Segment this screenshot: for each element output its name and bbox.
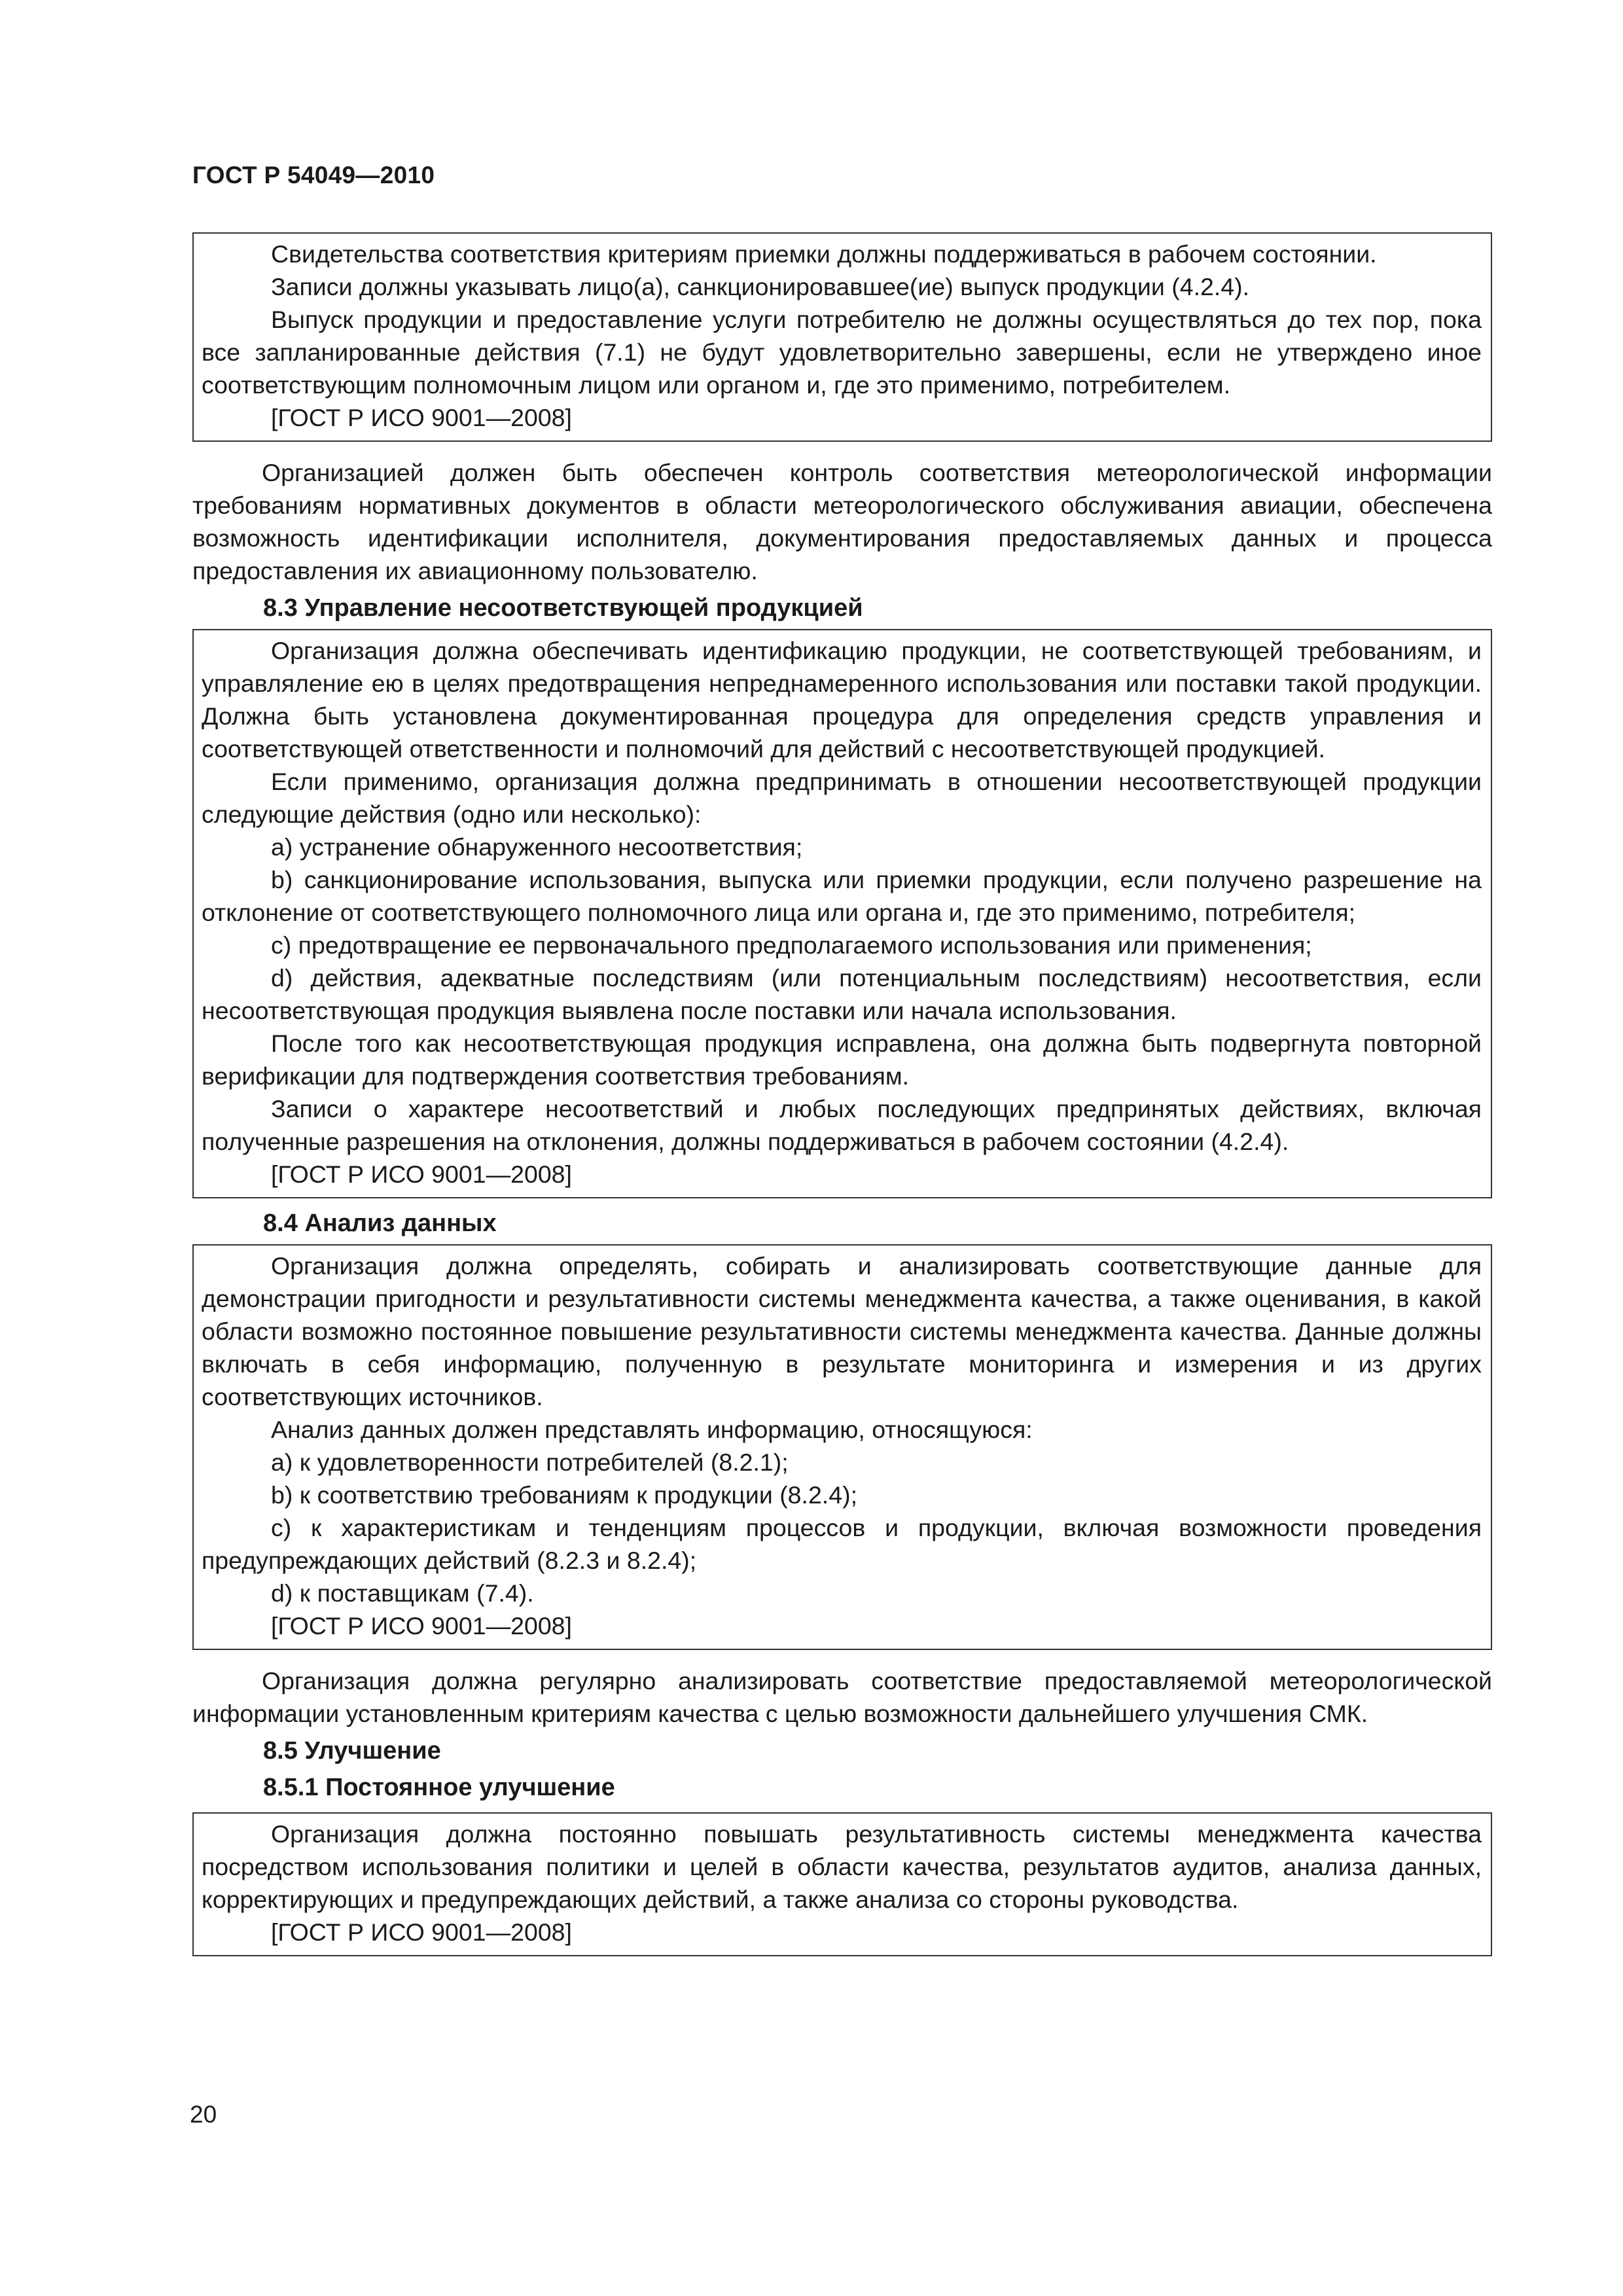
- box3-item-b: b) к соответствию требованиям к продукции (8.2.4);: [271, 1481, 857, 1509]
- box4-source-ref: [ГОСТ Р ИСО 9001—2008]: [271, 1918, 572, 1946]
- section-8-4-heading: 8.4 Анализ данных: [263, 1210, 497, 1237]
- section-8-3-heading: 8.3 Управление несоответствующей продукцией: [263, 594, 863, 622]
- box1-para-2: Записи должны указывать лицо(а), санкционировавшее(ие) выпуск продукции (4.2.4).: [271, 273, 1250, 300]
- meteo-control-paragraph: Организацией должен быть обеспечен контроль соответствия метеорологической информации требованиям нормативных документов в области метеорологического обслуживания авиации, обеспечена возможность идентификации исполнителя, документирования предоставляемых данных и процесса предоставления их авиационному пользователю.: [192, 459, 1492, 584]
- box2-para-3: После того как несоответствующая продукция исправлена, она должна быть подвергнута повторной верификации для подтверждения соответствия требованиям.: [202, 1030, 1482, 1090]
- section-8-5-heading: 8.5 Улучшение: [263, 1737, 441, 1765]
- box2-source-ref: [ГОСТ Р ИСО 9001—2008]: [271, 1160, 572, 1188]
- page-number: 20: [190, 2101, 217, 2128]
- box2-para-4: Записи о характере несоответствий и любых последующих предпринятых действиях, включая полученные разрешения на отклонения, должны поддерживаться в рабочем состоянии (4.2.4).: [202, 1095, 1482, 1155]
- box3-item-c: c) к характеристикам и тенденциям процессов и продукции, включая возможности проведения предупреждающих действий (8.2.3 и 8.2.4);: [202, 1514, 1482, 1574]
- page-content: [192, 232, 1492, 1956]
- box1-para-1: Свидетельства соответствия критериям приемки должны поддерживаться в рабочем состоянии.: [271, 240, 1377, 268]
- box2-para-1: Организация должна обеспечивать идентификацию продукции, не соответствующей требованиям, и управляление ею в целях предотвращения непреднамеренного использования или поставки такой продукции. Должна быть установлена документированная процедура для определения средств управления и соответствующей ответственности и полномочий для действий с несоответствующей продукцией.: [202, 637, 1482, 762]
- section-8-5-1-heading: 8.5.1 Постоянное улучшение: [263, 1774, 615, 1801]
- box3-item-a: a) к удовлетворенности потребителей (8.2.1);: [271, 1448, 789, 1476]
- meteo-analysis-paragraph: Организация должна регулярно анализировать соответствие предоставляемой метеорологической информации установленным критериям качества с целью возможности дальнейшего улучшения СМК.: [192, 1667, 1492, 1727]
- box3-para-1: Организация должна определять, собирать и анализировать соответствующие данные для демонстрации пригодности и результативности системы менеджмента качества, а также оценивания, в какой области возможно постоянное повышение результативности системы менеджмента качества. Данные должны включать в себя информацию, полученную в результате мониторинга и измерения и из других соответствующих источников.: [202, 1252, 1482, 1410]
- box3-item-d: d) к поставщикам (7.4).: [271, 1579, 534, 1607]
- quote-box-release: [192, 232, 1492, 442]
- quote-box-improvement: [192, 1812, 1492, 1956]
- box3-source-ref: [ГОСТ Р ИСО 9001—2008]: [271, 1612, 572, 1640]
- box4-para-1: Организация должна постоянно повышать результативность системы менеджмента качества посредством использования политики и целей в области качества, результатов аудитов, анализа данных, корректирующих и предупреждающих действий, а также анализа со стороны руководства.: [202, 1820, 1482, 1913]
- box3-para-2: Анализ данных должен представлять информацию, относящуюся:: [271, 1416, 1033, 1443]
- document-code-header: ГОСТ Р 54049—2010: [192, 162, 435, 188]
- box2-item-a: a) устранение обнаруженного несоответствия;: [271, 833, 803, 861]
- box2-para-2: Если применимо, организация должна предпринимать в отношении несоответствующей продукции следующие действия (одно или несколько):: [202, 768, 1482, 828]
- box1-source-ref: [ГОСТ Р ИСО 9001—2008]: [271, 404, 572, 431]
- quote-box-nonconforming: [192, 629, 1492, 1198]
- box2-item-b: b) санкционирование использования, выпуска или приемки продукции, если получено разрешение на отклонение от соответствующего полномочного лица или органа и, где это применимо, потребителя;: [202, 866, 1482, 926]
- box1-para-3: Выпуск продукции и предоставление услуги потребителю не должны осуществляться до тех пор, пока все запланированные действия (7.1) не будут удовлетворительно завершены, если не утверждено иное соответствующим полномочным лицом или органом и, где это применимо, потребителем.: [202, 306, 1482, 399]
- box2-item-c: c) предотвращение ее первоначального предполагаемого использования или применения;: [271, 931, 1312, 959]
- box2-item-d: d) действия, адекватные последствиям (или потенциальным последствиям) несоответствия, если несоответствующая продукция выявлена после поставки или начала использования.: [202, 964, 1482, 1024]
- quote-box-data-analysis: [192, 1244, 1492, 1650]
